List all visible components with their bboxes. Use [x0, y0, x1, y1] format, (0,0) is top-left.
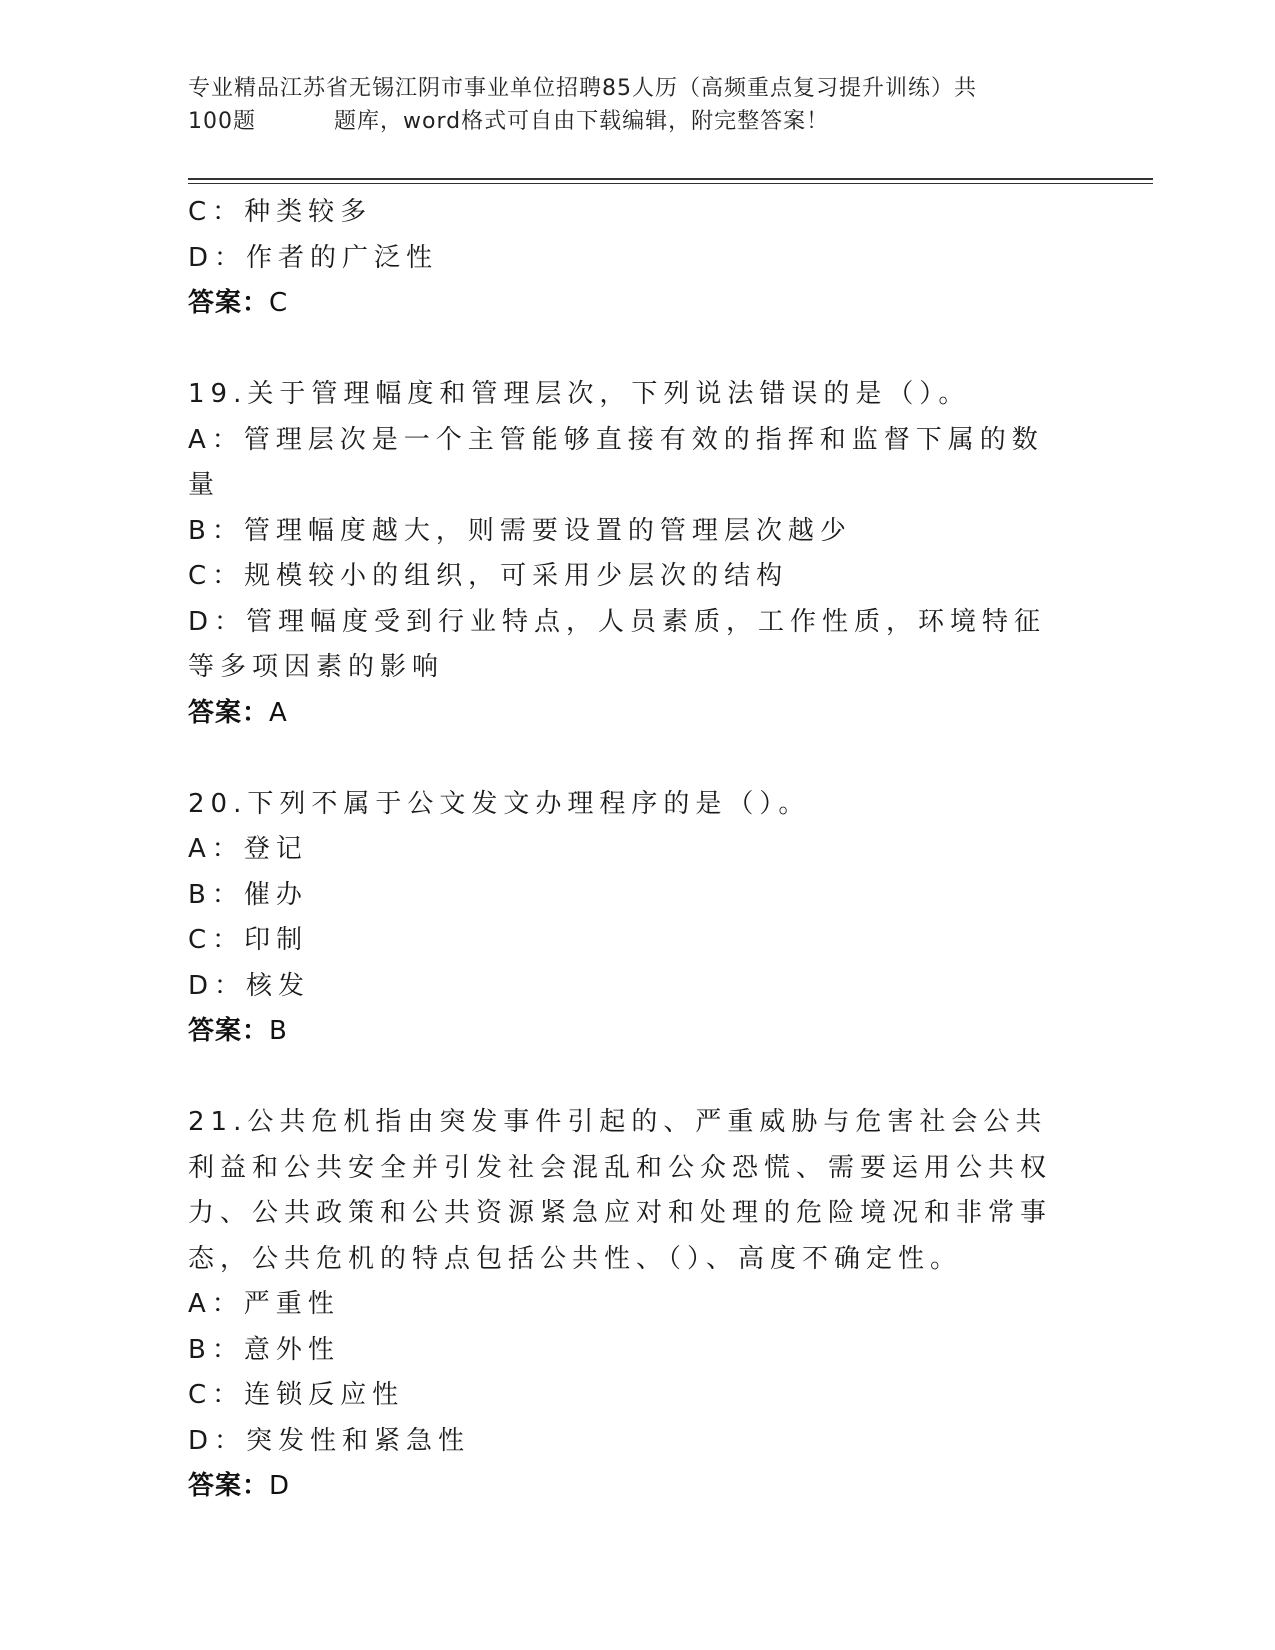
- answer-label: 答案：: [188, 1016, 270, 1046]
- answer-line: [188, 1009, 1068, 1055]
- header-divider-thin: [188, 183, 1153, 184]
- option-c: C：规模较小的组织，可采用少层次的结构: [188, 561, 789, 591]
- option-d: D：作者的广泛性: [188, 242, 439, 273]
- option-b: B：意外性: [188, 1334, 340, 1365]
- question-title: 21.公共危机指由突发事件引起的、严重威胁与危害社会公共利益和公共安全并引发社会混乱和公众恐慌、需要运用公共权力、公共政策和公共资源紧急应对和处理的危险境况和非常事态，公共危机的特点包括公共性、（）、高度不确定性。: [188, 1107, 1053, 1274]
- option-b: B：管理幅度越大，则需要设置的管理层次越少: [188, 515, 852, 546]
- answer-line: [188, 281, 1068, 327]
- option-a: A：严重性: [188, 1289, 340, 1319]
- answer-line: [188, 691, 1068, 737]
- question-21: [188, 1100, 1068, 1510]
- question-20: [188, 782, 1068, 1055]
- option-c: C：种类较多: [188, 197, 373, 227]
- option-c: C：连锁反应性: [188, 1380, 405, 1410]
- answer-value: B: [269, 1016, 288, 1046]
- header-divider-thick: [188, 178, 1153, 180]
- option-c: C：印制: [188, 925, 309, 955]
- option-d: D：管理幅度受到行业特点，人员素质，工作性质，环境特征等多项因素的影响: [188, 606, 1047, 682]
- answer-line: [188, 1464, 1068, 1510]
- question-content: [188, 190, 1068, 1510]
- option-a: A：登记: [188, 834, 308, 864]
- header-question-count: 100题: [188, 109, 256, 134]
- option-d: D：突发性和紧急性: [188, 1425, 471, 1456]
- option-b: B：催办: [188, 879, 308, 910]
- answer-label: 答案：: [188, 697, 270, 728]
- option-d: D：核发: [188, 970, 311, 1001]
- header-format-note: 题库，word格式可自由下载编辑，附完整答案！: [334, 109, 830, 134]
- option-a: A：管理层次是一个主管能够直接有效的指挥和监督下属的数量: [188, 424, 1044, 500]
- answer-value: D: [269, 1471, 291, 1501]
- answer-value: A: [269, 697, 288, 728]
- question-title: 19.关于管理幅度和管理层次，下列说法错误的是（）。: [188, 379, 971, 409]
- prev-question-tail: [188, 190, 1068, 327]
- answer-label: 答案：: [188, 1471, 270, 1501]
- header-title-line2: [188, 105, 1078, 138]
- header-title-line1: 专业精品江苏省无锡江阴市事业单位招聘85人历（高频重点复习提升训练）共: [188, 76, 977, 101]
- question-title: 20.下列不属于公文发文办理程序的是（）。: [188, 788, 811, 819]
- page-header: [188, 72, 1078, 138]
- question-19: [188, 372, 1068, 736]
- answer-label: 答案：: [188, 288, 270, 318]
- answer-value: C: [269, 288, 289, 318]
